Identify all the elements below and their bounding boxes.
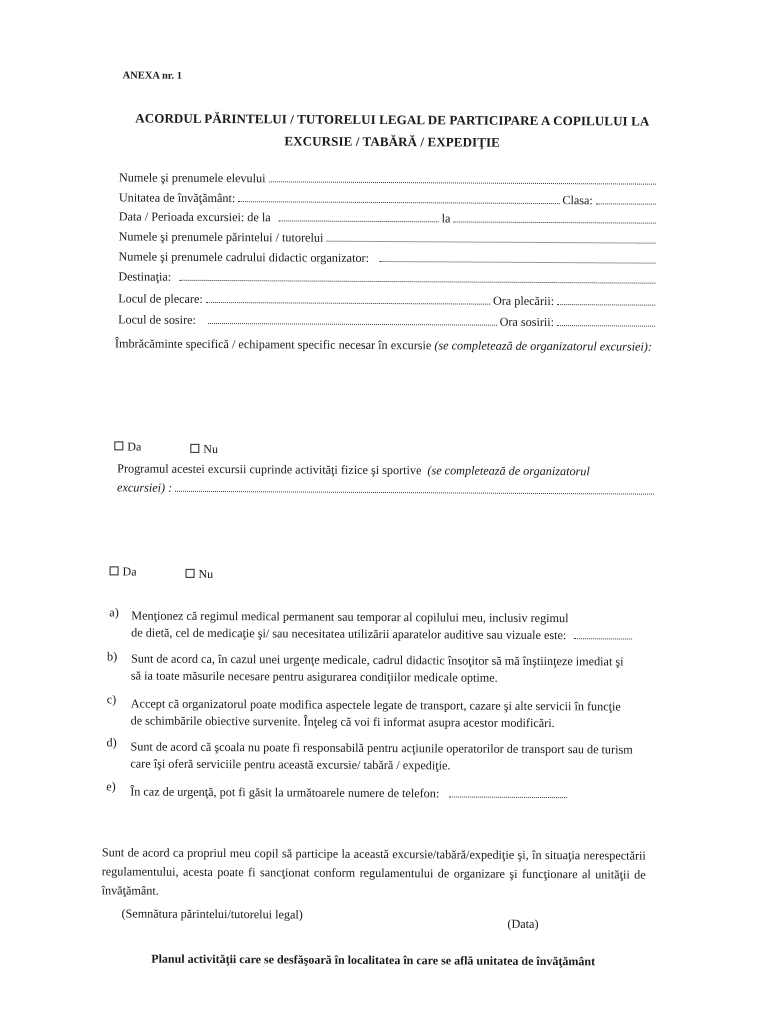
field-parent-name <box>119 229 659 247</box>
agreement-paragraph: Sunt de acord ca propriul meu copil să participe la această excursie/tabără/expediţie şi, în situaţia nerespectării regulamentului, acesta poate fi sancţionat conform regulamentului de organizare şi funcţionare al unităţii de învăţământ. <box>101 845 646 898</box>
no-label-2: Nu <box>198 566 214 581</box>
period-to-blank[interactable] <box>453 212 655 223</box>
student-name-blank[interactable] <box>268 172 656 184</box>
field-student-name <box>119 170 659 188</box>
item-b-line-2: să ia toate măsurile necesare pentru asigurarea condiţiilor medicale optime. <box>130 668 498 685</box>
no-label-1: Nu <box>203 441 219 457</box>
item-d-letter: d) <box>106 735 117 750</box>
item-c-line-1: Accept că organizatorul poate modifica aspectele legate de transport, cazare şi alte servicii în funcţie <box>130 696 621 714</box>
yes-label-2: Da <box>122 564 137 579</box>
item-a-line-1: Menţionez că regimul medical permanent sau temporar al copilului meu, inclusiv regimul <box>131 608 569 626</box>
item-e-text <box>130 783 654 803</box>
plan-title: Planul activităţii care se desfăşoară în localitatea în care se află unitatea de învăţământ <box>151 951 596 969</box>
no-checkbox-1[interactable] <box>190 444 199 453</box>
medical-blank[interactable] <box>574 629 632 639</box>
arrival-place-label: Locul de sosire: <box>118 312 196 327</box>
item-a-letter: a) <box>109 605 119 620</box>
parent-name-label: Numele şi prenumele părintelui / tutorelui <box>118 229 324 245</box>
yes-checkbox-1[interactable] <box>114 441 123 450</box>
teacher-name-label: Numele şi prenumele cadrului didactic organizator: <box>118 249 370 265</box>
physical-text: Programul acestei excursii cuprinde activităţi fizice şi sportive <box>117 461 422 478</box>
item-c-letter: c) <box>106 692 117 707</box>
item-d-line-2: care îşi oferă serviciile pentru această excursie/ tabără / expediţie. <box>130 756 451 773</box>
teacher-name-blank[interactable] <box>379 252 656 264</box>
item-a-text <box>131 607 655 644</box>
field-destination <box>118 269 658 287</box>
item-b-letter: b) <box>106 649 118 664</box>
field-period <box>119 209 659 227</box>
equipment-yes-option[interactable] <box>114 439 141 454</box>
departure-time-label: Ora plecării: <box>492 293 555 309</box>
form-title-line-1: ACORDUL PĂRINTELUI / TUTORELUI LEGAL DE PARTICIPARE A COPILULUI LA <box>135 110 650 129</box>
equipment-paragraph <box>115 335 661 355</box>
school-unit-label: Unitatea de învăţământ: <box>118 190 236 206</box>
date-label: (Data) <box>507 916 539 931</box>
destination-blank[interactable] <box>179 271 655 284</box>
item-d-line-1: Sunt de acord că şcoala nu poate fi responsabilă pentru acţiunile operatorilor de transport sau de turism <box>130 739 633 757</box>
item-b-text <box>131 650 655 687</box>
period-to-label: la <box>441 211 451 226</box>
physical-yes-option[interactable] <box>110 564 137 579</box>
equipment-text: Îmbrăcăminte specifică / echipament specific necesar în excursie <box>114 336 432 353</box>
equipment-note: (se completează de organizatorul excursiei): <box>434 338 652 354</box>
physical-line-1 <box>117 461 657 479</box>
no-checkbox-2[interactable] <box>186 569 195 578</box>
field-departure <box>118 291 658 309</box>
arrival-time-label: Ora sosirii: <box>499 314 555 330</box>
item-e-line-1: În caz de urgenţă, pot fi găsit la următoarele numere de telefon: <box>130 784 440 801</box>
annex-label: ANEXA nr. 1 <box>122 70 183 82</box>
physical-note-b: excursiei) : <box>117 480 173 495</box>
item-a-line-2-wrap <box>131 624 655 644</box>
class-blank[interactable] <box>596 194 656 204</box>
parent-name-blank[interactable] <box>326 232 655 244</box>
field-teacher-name <box>118 249 658 267</box>
item-a-line-2: de dietă, cel de medicaţie şi/ sau necesitatea utilizării aparatelor auditive sau vizuale este: <box>131 625 567 643</box>
period-label: Data / Perioada excursiei: de la <box>118 209 271 225</box>
departure-place-label: Locul de plecare: <box>118 291 203 306</box>
item-c-text <box>131 695 655 732</box>
departure-place-blank[interactable] <box>206 293 490 305</box>
physical-no-option[interactable] <box>185 567 213 582</box>
item-c-line-2: de schimbările obiective survenite. Înţeleg că voi fi informat asupra acestor modificări. <box>130 713 555 731</box>
field-arrival <box>118 312 658 330</box>
yes-label-1: Da <box>127 439 142 454</box>
school-unit-blank[interactable] <box>238 192 559 204</box>
student-name-label: Numele şi prenumele elevului <box>118 170 266 186</box>
item-d-text <box>130 738 654 775</box>
yes-checkbox-2[interactable] <box>110 566 119 575</box>
form-title-line-2: EXCURSIE / TABĂRĂ / EXPEDIŢIE <box>284 133 500 150</box>
destination-label: Destinaţia: <box>118 269 172 284</box>
item-b-line-1: Sunt de acord ca, în cazul unei urgenţe medicale, cadrul didactic însoţitor să mă înştiinţeze imediat şi <box>130 651 624 669</box>
period-from-blank[interactable] <box>279 211 439 222</box>
physical-line-2 <box>117 480 657 498</box>
departure-time-blank[interactable] <box>557 295 655 306</box>
physical-note-a: (se completează de organizatorul <box>427 463 590 479</box>
phone-blank[interactable] <box>449 787 567 798</box>
arrival-time-blank[interactable] <box>557 316 655 327</box>
arrival-place-blank[interactable] <box>208 314 497 326</box>
signature-label: (Semnătura părintelui/tutorelui legal) <box>121 906 303 922</box>
field-school-unit <box>119 190 659 208</box>
class-label: Clasa: <box>562 193 593 208</box>
physical-blank[interactable] <box>175 482 654 495</box>
equipment-no-option[interactable] <box>190 442 218 457</box>
item-e-letter: e) <box>106 779 116 794</box>
